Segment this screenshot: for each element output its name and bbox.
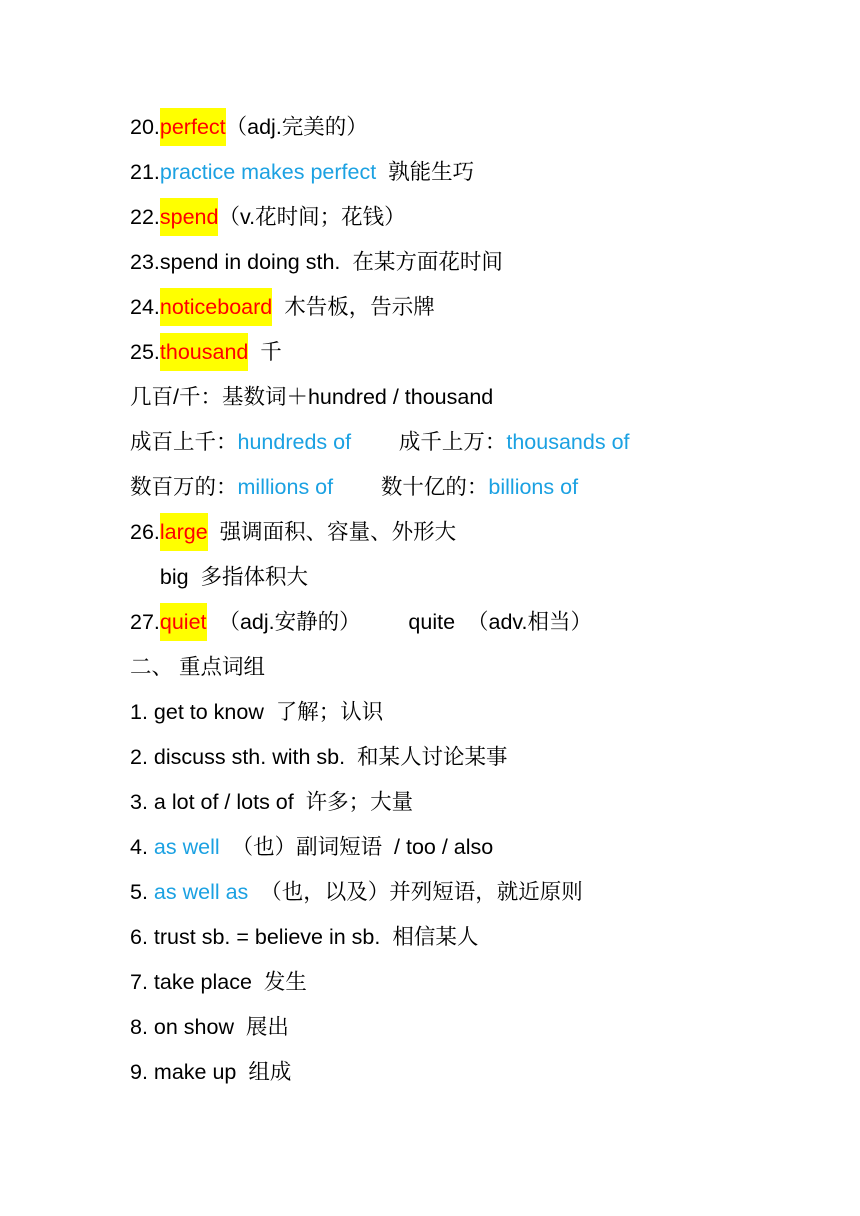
blue-phrase: practice makes perfect	[159, 160, 377, 184]
highlighted-word: spend	[160, 198, 219, 236]
item-number: 4.	[130, 835, 154, 859]
note-big: big 多指体积大	[130, 565, 309, 589]
vocab-item-20	[130, 108, 368, 146]
note-hundreds-thousands: 几百/千：基数词＋hundred / thousand	[130, 385, 494, 409]
blue-phrase: thousands of	[506, 430, 630, 454]
phrase-item-1: 1. get to know 了解；认识	[130, 700, 384, 724]
vocab-item-25	[130, 333, 282, 371]
phrase-item-3: 3. a lot of / lots of 许多；大量	[130, 790, 414, 814]
vocab-item-22	[130, 198, 406, 236]
note-label: 数十亿的：	[333, 475, 489, 499]
section-heading: 二、 重点词组	[130, 655, 265, 679]
vocab-item-23: 23.spend in doing sth. 在某方面花时间	[130, 250, 503, 274]
definition: （adj.完美的）	[225, 115, 368, 139]
definition: （v.花时间；花钱）	[218, 205, 406, 229]
note-label: 成千上万：	[351, 430, 507, 454]
phrase-item-7: 7. take place 发生	[130, 970, 307, 994]
definition: 木告板，告示牌	[272, 295, 435, 319]
phrase-item-4	[130, 828, 493, 866]
blue-phrase: as well	[153, 835, 220, 859]
vocab-item-26	[130, 513, 456, 551]
definition: （adj.安静的） quite （adv.相当）	[206, 610, 593, 634]
phrase-item-5	[130, 873, 583, 911]
definition: 孰能生巧	[376, 160, 475, 184]
definition: （也）副词短语 / too / also	[219, 835, 494, 859]
item-number: 26.	[130, 520, 160, 544]
highlighted-word: large	[160, 513, 208, 551]
vocab-item-24	[130, 288, 435, 326]
phrase-item-9: 9. make up 组成	[130, 1060, 292, 1084]
blue-phrase: hundreds of	[237, 430, 352, 454]
item-number: 27.	[130, 610, 160, 634]
item-number: 25.	[130, 340, 160, 364]
blue-phrase: millions of	[237, 475, 334, 499]
phrase-item-6: 6. trust sb. = believe in sb. 相信某人	[130, 925, 479, 949]
blue-phrase: as well as	[153, 880, 249, 904]
highlighted-word: perfect	[160, 108, 226, 146]
definition: （也，以及）并列短语，就近原则	[248, 880, 583, 904]
item-number: 22.	[130, 205, 160, 229]
vocab-item-21	[130, 153, 474, 191]
note-hundreds-of	[130, 423, 630, 461]
phrase-item-2: 2. discuss sth. with sb. 和某人讨论某事	[130, 745, 508, 769]
note-label: 数百万的：	[130, 475, 238, 499]
highlighted-word: noticeboard	[160, 288, 272, 326]
definition: 千	[248, 340, 282, 364]
highlighted-word: quiet	[160, 603, 207, 641]
note-label: 成百上千：	[130, 430, 238, 454]
highlighted-word: thousand	[160, 333, 248, 371]
item-number: 24.	[130, 295, 160, 319]
phrase-item-8: 8. on show 展出	[130, 1015, 289, 1039]
item-number: 21.	[130, 160, 160, 184]
item-number: 5.	[130, 880, 154, 904]
note-millions-of	[130, 468, 578, 506]
definition: 强调面积、容量、外形大	[207, 520, 457, 544]
vocab-item-27	[130, 603, 592, 641]
item-number: 20.	[130, 115, 160, 139]
blue-phrase: billions of	[488, 475, 579, 499]
